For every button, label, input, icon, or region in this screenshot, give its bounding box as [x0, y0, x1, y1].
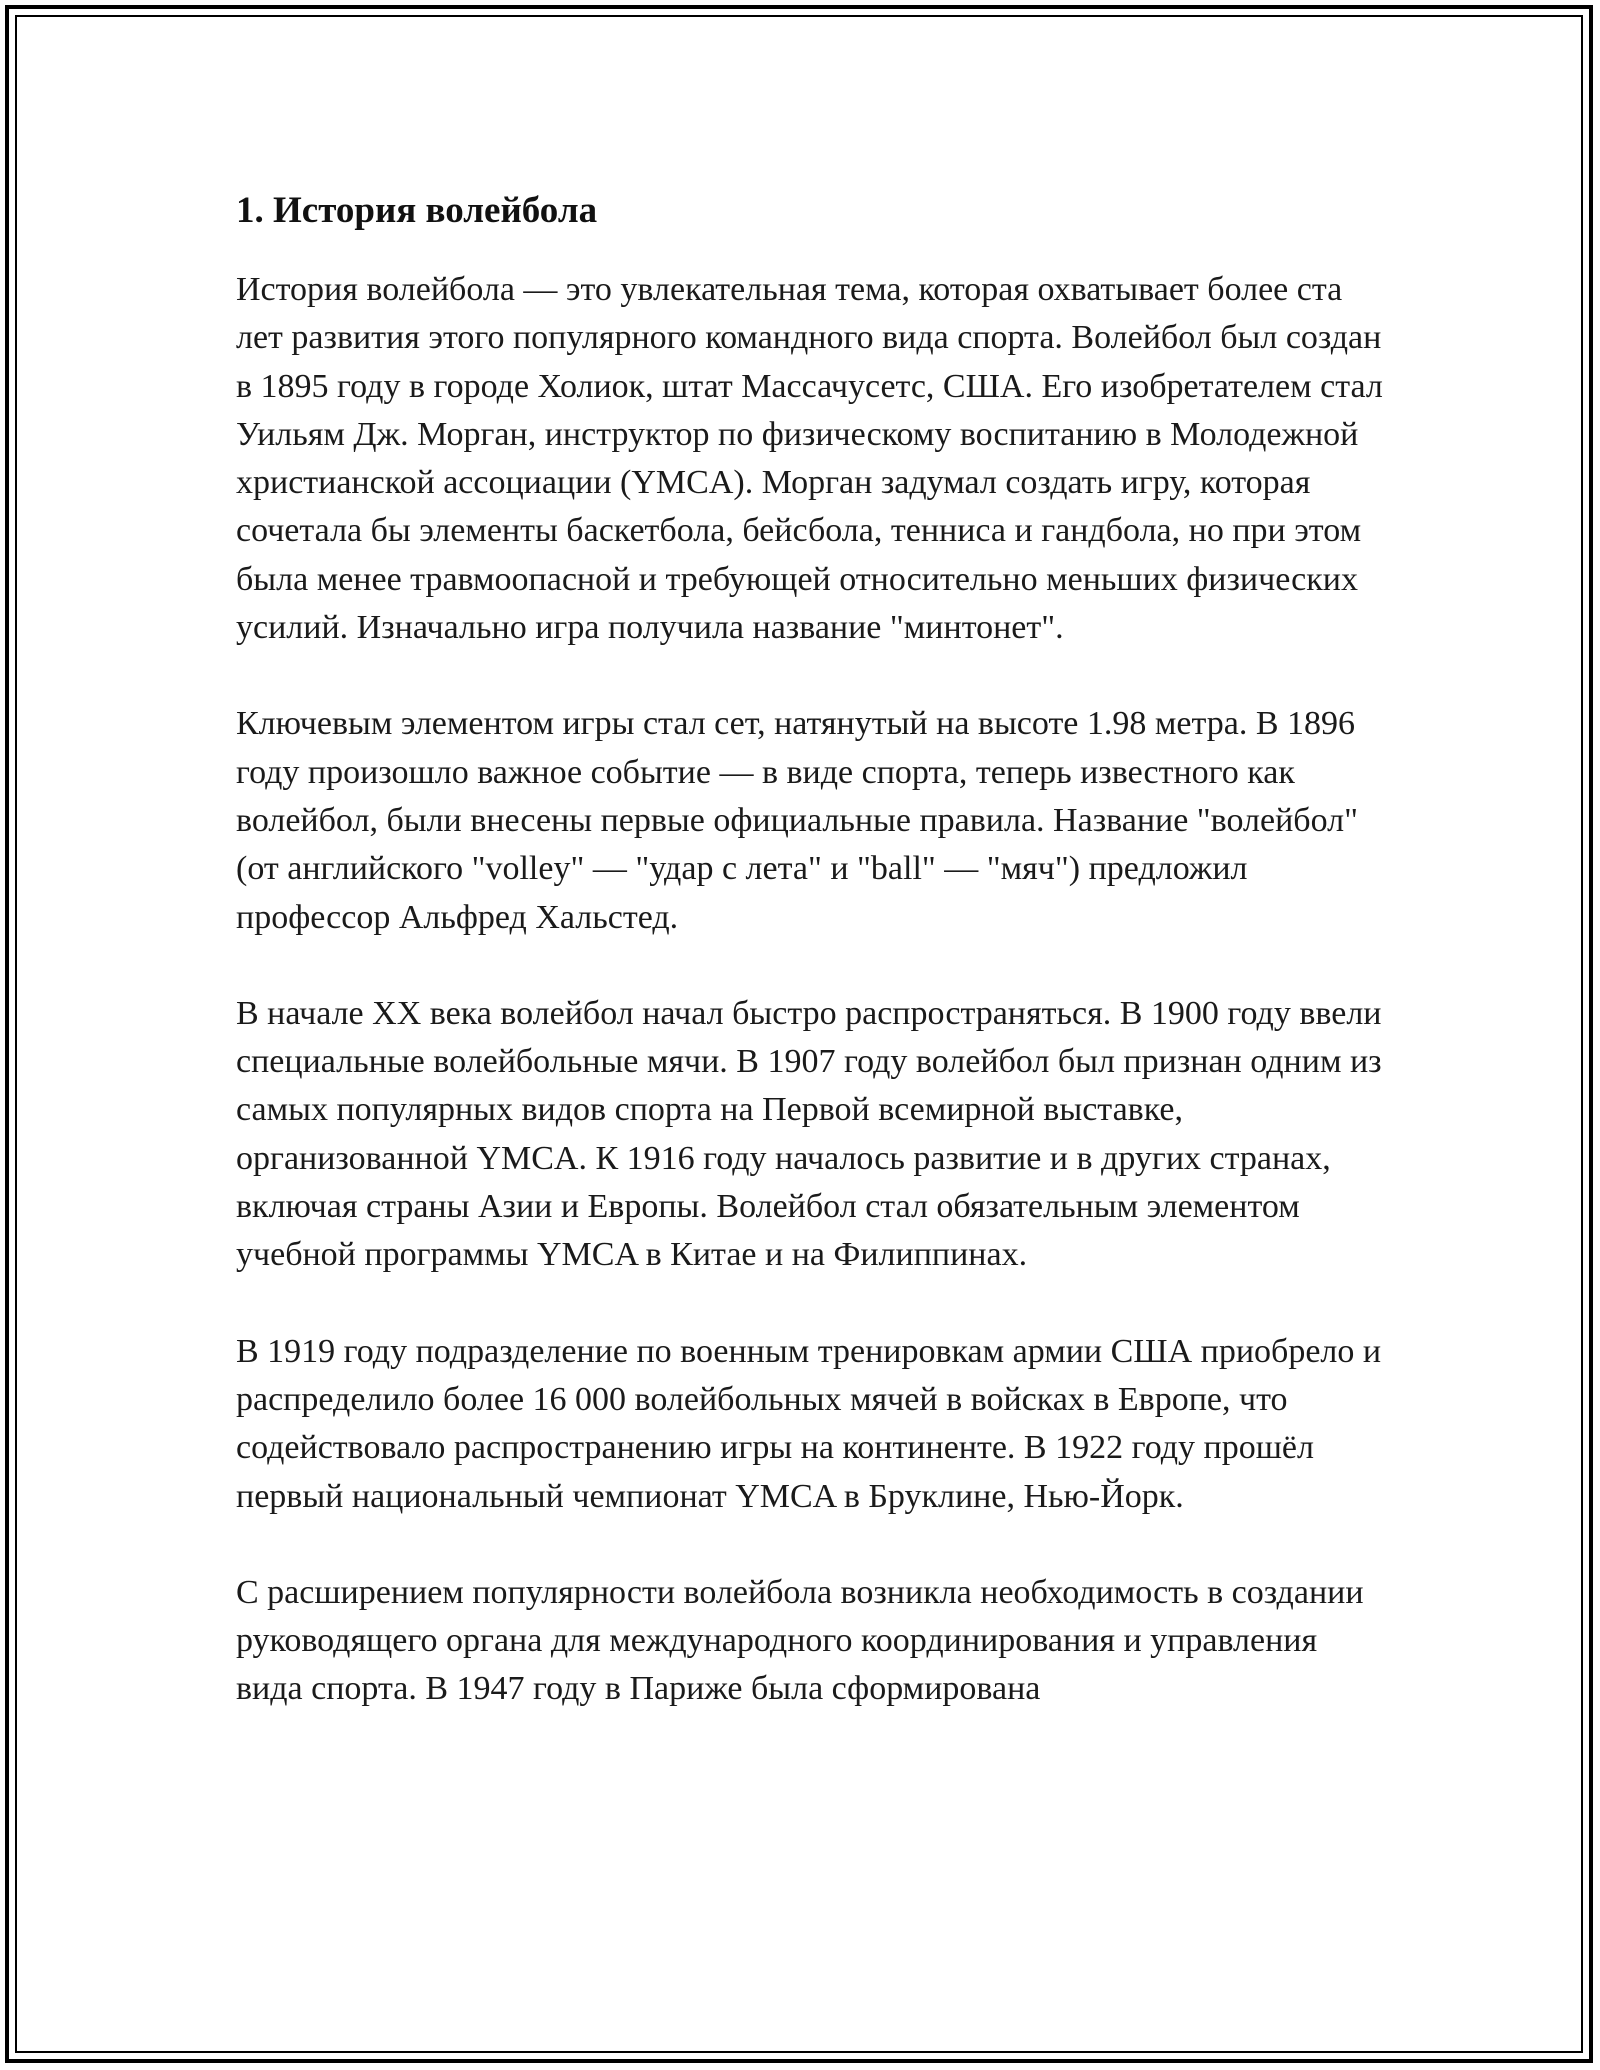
- paragraph-governing-body: С расширением популярности волейбола возникла необходимость в создании руководящего органа для международного координирования и управления вида спорта. В 1947 году в Париже была сформирована: [236, 1573, 1364, 1708]
- paragraph-rules: Ключевым элементом игры стал сет, натянутый на высоте 1.98 метра. В 1896 году произошло важное событие — в виде спорта, теперь известного как волейбол, были внесены первые официальные правила. Название "волейбол" (от английского "volley" — "удар с лета" и "ball" — "мяч") предложил профессор Альфред Хальстед.: [236, 705, 1358, 936]
- paragraph-army-europe: В 1919 году подразделение по военным тренировкам армии США приобрело и распределило более 16 000 волейбольных мячей в войсках в Европе, что содействовало распространению игры на континенте. В 1922 году прошёл первый национальный чемпионат YMCA в Бруклине, Нью-Йорк.: [236, 1332, 1382, 1515]
- paragraph-origin: История волейбола — это увлекательная тема, которая охватывает более ста лет развития этого популярного командного вида спорта. Волейбол был создан в 1895 году в городе Холиок, штат Массачусетс, США. Его изобретателем стал Уильям Дж. Морган, инструктор по физическому воспитанию в Молодежной христианской ассоциации (YMCA). Морган задумал создать игру, которая сочетала бы элементы баскетбола, бейсбола, тенниса и гандбола, но при этом была менее травмоопасной и требующей относительно меньших физических усилий. Изначально игра получила название "минтонет".: [236, 271, 1383, 647]
- section-heading: 1. История волейбола: [236, 190, 598, 231]
- document-body: [236, 186, 1386, 1762]
- paragraph-early-spread: В начале XX века волейбол начал быстро распространяться. В 1900 году ввели специальные волейбольные мячи. В 1907 году волейбол был признан одним из самых популярных видов спорта на Первой всемирной выставке, организованной YMCA. К 1916 году началось развитие и в других странах, включая страны Азии и Европы. Волейбол стал обязательным элементом учебной программы YMCA в Китае и на Филиппинах.: [236, 994, 1382, 1274]
